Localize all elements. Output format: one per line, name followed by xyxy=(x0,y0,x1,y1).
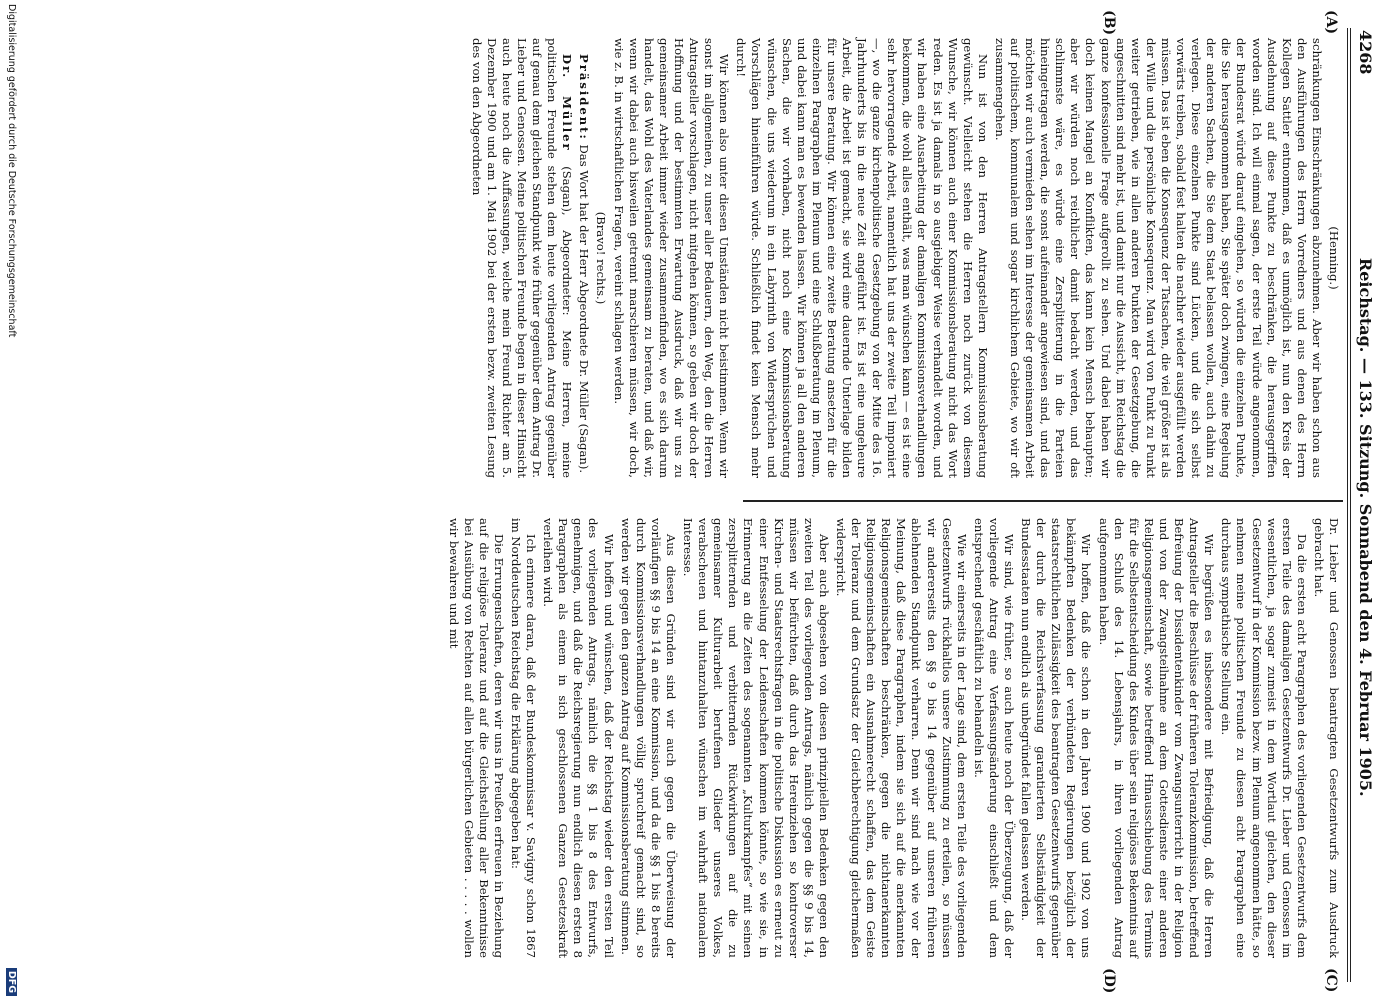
header-rule-thin xyxy=(1347,28,1348,982)
paragraph: schränkungen Einschränkungen abzunehmen. Aber wir haben schon aus den Ausführungen des Herrn Vorredners und aus denen des Herrn Kollegen Sattler entnommen, daß es unmöglich ist, nun den Kreis der Ausdehnung auf diese Punkte zu beschränken, die herausgegriffen worden sind. Ich will einmal sagen, der erste Teil würde angenommen, der Bundesrat würde darauf eingehen, so würden die einzelnen Punkte, die Sie herausgenommen haben, Sie später doch zwingen, eine Regelung der anderen Sachen, die Sie dem Staat belassen wollen, auch dahin zu verlegen. Diese einzelnen Punkte sind Lücken, und die sich selbst vorwärts treiben, sobald fest halten die nachher wieder ausgefüllt werden müssen. Das ist eben die Konsequenz der Tatsachen, die viel größer ist als der Wille und die persönliche Konsequenz. Man wird von Punkt zu Punkt weiter getrieben, wie in allen anderen Punkten der Gesetzgebung, die angeschnitten sind mehr ist, und damit nur die Aussicht, im Reichstag die ganze konfessionelle Frage aufgerollt zu sehen. Und dabei haben wir doch keinen Mangel an Konflikten, das kann kein Mensch behaupten; aber wir würden noch reichlicher damit bedacht werden, und das schlimmste wäre, es würde eine Zersplitterung in die Parteien hineingetragen werden, die sonst aufeinander angewiesen sind, und das möchten wir auch vermieden sehen im Interesse der gemeinsamen Arbeit auf politischem, kommunalem und sogar kirchlichem Gebiete, wo wir oft zusammengehen. xyxy=(992,38,1324,478)
page-title: Reichstag. — 133. Sitzung. Sonnabend den 4. Februar 1905. xyxy=(1356,257,1375,797)
digitization-credit xyxy=(6,0,17,1000)
paragraph: Wir hoffen und wünschen, daß der Reichstag wieder den ersten Teil des vorliegenden Antrags, nämlich die §§ 1 bis 8 des Entwurfs, genehmigen, und daß die Reichsregierung nun endlich diesen ersten 8 Paragraphen als einem in sich geschlossenen Ganzen Gesetzeskraft verleihen wird. xyxy=(541,518,616,958)
margin-mark-d: (D) xyxy=(1101,968,1117,994)
paragraph: Wir begrüßen es insbesondere mit Befriedigung, daß die Herren Antragsteller die Beschlüsse der früheren Toleranzkommission, betreffend Befreiung der Dissidentenkinder vom Zwangsunterricht in der Religion und von der Zwangsteilnahme an dem Gottesdienste einer anderen Religionsgemeinschaft, sowie betreffend Hinausschiebung des Termins für die Selbstentscheidung des Kindes über sein religiöses Bekenntnis auf den Schluß des 14. Lebensjahrs, in ihren vorliegenden Antrag aufgenommen haben. xyxy=(1096,518,1217,958)
president-text: Das Wort hat der Herr Abgeordnete Dr. Müller (Sagan). xyxy=(577,144,592,474)
right-column xyxy=(444,518,1341,958)
column-divider xyxy=(743,500,1343,502)
dfg-logo: DFG xyxy=(6,968,17,996)
margin-mark-c: (C) xyxy=(1323,968,1339,993)
speaker-name: Dr. Müller xyxy=(560,54,575,152)
speaker-tag: (Henning.) xyxy=(1327,226,1341,290)
paragraph: Wir sind, wie früher, so auch heute noch der Überzeugung, daß der vorliegende Antrag eine Verfassungsänderung einschließt und dem entsprechend geschäftlich zu behandeln ist. xyxy=(971,518,1017,958)
paragraph: Wie wir einerseits in der Lage sind, dem ersten Teile des vorliegenden Gesetzentwurfs rückhaltlos unsere Zustimmung zu erteilen, so müssen wir andererseits den §§ 9 bis 14 gegenüber auf unseren früheren ablehnenden Standpunkt verharren. Denn wir sind nach wie vor der Meinung, daß diese Paragraphen, indem sie sich auf die anerkannten Religionsgemeinschaften beschränken, gegen die nichtanerkannten Religionsgemeinschaften ein Ausnahmerecht schaffen, das dem Geiste der Toleranz und dem Grundsatz der Gleichberechtigung gleichermaßen widerspricht. xyxy=(834,518,969,958)
applause-note: (Bravo! rechts.) xyxy=(594,211,609,305)
president-label: Präsident: xyxy=(577,54,592,141)
paragraph: Aus diesen Gründen sind wir auch gegen die Überweisung der vorläufigen §§ 9 bis 14 an eine Kommission, und da die §§ 1 bis 8 bereits durch Kommissionsverhandlungen völlig spruchreif gemacht sind, so werden wir gegen den ganzen Antrag auf Kommissionsberatung stimmen. xyxy=(618,518,678,958)
paragraph: Wir können also unter diesen Umständen nicht beistimmen. Wenn wir sonst im allgemeinen, zu unser aller Bedauern, den Weg, den die Herren Antragsteller vorschlagen, nicht mitgehen können, so geben wir doch der Hoffnung und der bestimmten Erwartung Ausdruck, daß wir uns zu gemeinsamer Arbeit immer wieder zusammenfinden, wo es sich darum handelt, das Wohl des Vaterlandes gemeinsam zu beraten, und daß wir, wenn wir dabei auch bisweilen getrennt marschieren müssen, wir doch, wie z. B. in wirtschaftlichen Fragen, vereint schlagen werden. xyxy=(611,38,732,478)
page-number: 4268 xyxy=(1356,30,1375,75)
paragraph: Ich erinnere daran, daß der Bundeskommissar v. Savigny schon 1867 im Norddeutschen Reichstag die Erklärung abgegeben hat: xyxy=(509,518,539,958)
quote-paragraph: Die Errungenschaften, deren wir uns in Preußen erfreuen in Beziehung auf die religiöse Toleranz und auf die Gleichstellung aller Bekenntnisse bei Ausübung von Rechten auf allen bürgerlichen Gebieten . . . . . wollen wir bewahren und mit xyxy=(446,518,506,958)
left-column xyxy=(467,38,1341,478)
paragraph: Da die ersten acht Paragraphen des vorliegenden Gesetzentwurfs dem ersten Teile des damaligen Gesetzentwurfs Dr. Lieber und Genossen im wesentlichen, ja sogar zumeist in dem Wortlaut gleichen, den dieser Gesetzentwurf in der Kommission bezw. im Plenum angenommen hätte, so nehmen meine politischen Freunde zu diesen acht Paragraphen eine durchaus sympathische Stellung ein. xyxy=(1219,518,1309,958)
header-rule xyxy=(1350,28,1351,982)
speech-text: (Sagan), Abgeordneter: Meine Herren, meine politischen Freunde stehen dem heute vorliegenden Antrag gegenüber auf genau dem gleichen Standpunkt wie früher gegenüber dem Antrag Dr. Lieber und Genossen. Meine politischen Freunde begen in dieser Hinsicht auch heute noch die Auffassungen, welche mein Freund Richter am 5. Dezember 1900 und am 1. Mai 1902 bei der ersten bezw. zweiten Lesung des von den Abgeordneten xyxy=(469,38,575,478)
president-paragraph xyxy=(576,38,591,478)
speech-paragraph xyxy=(469,38,575,478)
paragraph: Nun ist von den Herren Antragstellern Kommissionsberatung gewünscht. Vielleicht stehen die Herren noch zurück von diesem Wunsche, wir können auch einer Kommissionsberatung nicht das Wort reden. Es ist ja damals in so ausgiebiger Weise verhandelt worden, und wir haben eine Ausarbeitung der damaligen Kommissionsverhandlungen bekommen, die wohl alles enthält, was man wünschen kann — es ist eine sehr hervorragende Arbeit, namentlich hat uns der zweite Teil imponiert —, wo die ganze kirchenpolitische Gesetzgebung von der Mitte des 16. Jahrhunderts bis in die neue Zeit angeführt ist. Es ist eine ungeheure Arbeit, die Arbeit ist gemacht, sie wird eine dauernde Unterlage bilden für unsere Beratung. Wir können eine zweite Beratung ansetzen für die einzelnen Paragraphen im Plenum und eine Schlußberatung im Plenum, und dabei kann man es bewenden lassen. Wir können ja all den anderen Sachen, die wir vorhaben, nicht noch eine Kommissionsberatung wünschen, die uns wiederum in ein Labyrinth von Widersprüchen und Vorschlägen hineinführen würde. Schließlich findet kein Mensch mehr durch! xyxy=(734,38,990,478)
page-header xyxy=(1353,30,1375,980)
margin-mark-b: (B) xyxy=(1101,10,1117,36)
credit-text: Digitalisierung gefördert durch die Deutsche Forschungsgemeinschaft xyxy=(6,4,17,338)
paragraph: Aber auch abgesehen von diesen prinzipiellen Bedenken gegen den zweiten Teil des vorliegenden Antrags, nämlich gegen die §§ 9 bis 14, müssen wir befürchten, daß durch das Hereinziehen so kontroverser Kirchen- und Staatsrechtsfragen in die politische Diskussion es erneut zu einer Entfesselung der Leidenschaften kommen könnte, so wie sie, in Erinnerung an die Zeiten des sogenannten „Kulturkampfes“ mit seinen zersplitternden und verbitternden Rückwirkungen auf die zu gemeinsamer Kulturarbeit berufenen Glieder unseres Volkes, verabscheuen und hintanzuhalten wünschen im wahrhaft nationalem Interesse. xyxy=(681,518,831,958)
paragraph: Wir hoffen, daß die schon in den Jahren 1900 und 1902 von uns bekämpften Bedenken der verbündeten Regierungen bezüglich der staatsrechtlichen Zulässigkeit des beantragten Gesetzentwurfs gegenüber der durch die Reichsverfassung garantierten Selbständigkeit der Bundesstaaten nun endlich als unbegründet fallen gelassen werden. xyxy=(1019,518,1094,958)
paragraph: Dr. Lieber und Genossen beantragten Gesetzentwurfs zum Ausdruck gebracht hat. xyxy=(1311,518,1341,958)
margin-mark-a: (A) xyxy=(1323,10,1339,35)
